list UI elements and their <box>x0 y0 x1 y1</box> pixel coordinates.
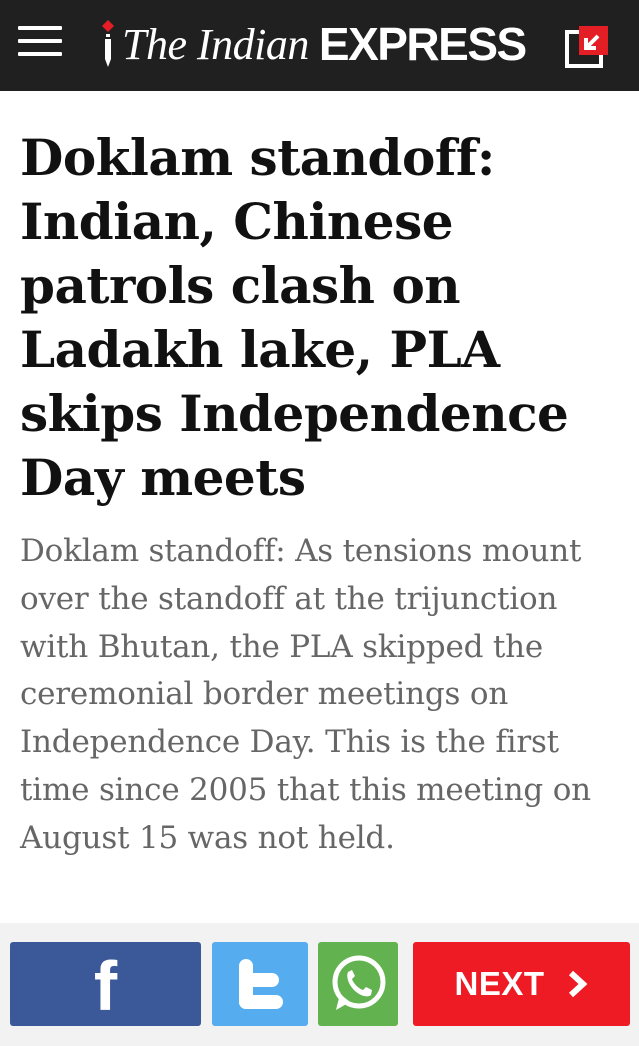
logo-pen-icon <box>100 20 116 68</box>
logo-text-the-indian: The Indian <box>122 19 309 69</box>
whatsapp-share-button[interactable] <box>318 942 398 1026</box>
whatsapp-icon <box>326 952 390 1016</box>
facebook-icon: f <box>93 947 118 1025</box>
chevron-right-icon <box>567 970 589 998</box>
hamburger-menu-icon <box>18 26 62 30</box>
site-logo[interactable] <box>100 14 526 74</box>
top-bar <box>0 0 639 91</box>
facebook-share-button[interactable] <box>10 942 201 1026</box>
twitter-share-button[interactable] <box>212 942 308 1026</box>
next-label: NEXT <box>454 965 545 1002</box>
article-headline[interactable]: Doklam standoff: Indian, Chinese patrols clash on Ladakh lake, PLA skips Independence Day meets <box>20 128 569 507</box>
article-summary: Doklam standoff: As tensions mount over the standoff at the trijunction with Bhutan, the PLA skipped the ceremonial border meetings on Independence Day. This is the first time since 2005 that this meeting on August 15 was not held. <box>20 533 591 856</box>
indian-express-app-icon[interactable] <box>564 24 610 68</box>
twitter-icon <box>229 953 291 1015</box>
next-article-button[interactable] <box>413 942 630 1026</box>
menu-button[interactable] <box>18 26 64 58</box>
logo-text-express: EXPRESS <box>318 18 526 70</box>
